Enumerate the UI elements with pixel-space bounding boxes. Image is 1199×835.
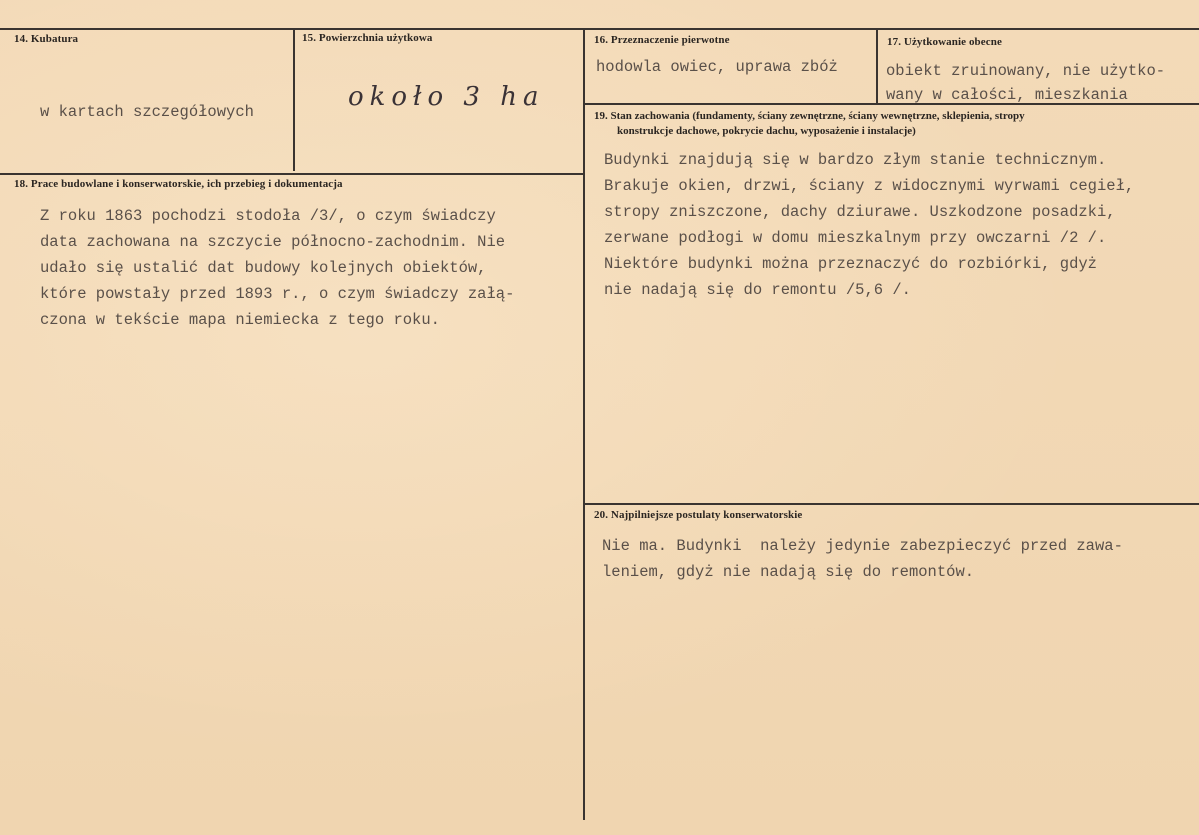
field-17-line-2: wany w całości, mieszkania <box>886 86 1128 104</box>
field-19-label-line-1: 19. Stan zachowania (fundamenty, ściany zewnętrzne, ściany wewnętrzne, sklepienia, stropy <box>594 110 1025 122</box>
field-18-line-2: data zachowana na szczycie północno-zachodnim. Nie <box>40 233 506 251</box>
field-19-label-line-2: konstrukcje dachowe, pokrycie dachu, wyposażenie i instalacje) <box>617 125 916 137</box>
field-19-line-3: stropy zniszczone, dachy dziurawe. Uszkodzone posadzki, <box>604 203 1116 221</box>
field-19-line-2: Brakuje okien, drzwi, ściany z widocznymi wyrwami cegieł, <box>604 177 1135 195</box>
divider-row-18 <box>0 173 585 175</box>
field-18-line-1: Z roku 1863 pochodzi stodoła /3/, o czym świadczy <box>40 207 496 225</box>
field-20-label: 20. Najpilniejsze postulaty konserwatorskie <box>594 509 803 521</box>
field-16-label: 16. Przeznaczenie pierwotne <box>594 34 730 46</box>
field-16-value: hodowla owiec, uprawa zbóż <box>596 58 838 76</box>
divider-row-20 <box>585 503 1199 505</box>
field-18-label: 18. Prace budowlane i konserwatorskie, ich przebieg i dokumentacja <box>14 178 343 190</box>
field-15-handwritten-value: około 3 ha <box>348 82 545 112</box>
divider-14-15 <box>293 28 295 171</box>
field-20-line-1: Nie ma. Budynki należy jedynie zabezpieczyć przed zawa- <box>602 537 1123 555</box>
field-19-line-6: nie nadają się do remontu /5,6 /. <box>604 281 911 299</box>
divider-16-17 <box>876 30 878 103</box>
field-18-line-4: które powstały przed 1893 r., o czym świadczy załą- <box>40 285 515 303</box>
field-14-value: w kartach szczegółowych <box>40 103 254 121</box>
field-20-line-2: leniem, gdyż nie nadają się do remontów. <box>602 563 975 581</box>
field-14-label: 14. Kubatura <box>14 33 79 45</box>
field-17-line-1: obiekt zruinowany, nie użytko- <box>886 62 1166 80</box>
field-18-line-3: udało się ustalić dat budowy kolejnych obiektów, <box>40 259 487 277</box>
main-vertical-divider <box>583 28 585 820</box>
field-18-line-5: czona w tekście mapa niemiecka z tego roku. <box>40 311 440 329</box>
field-19-line-1: Budynki znajdują się w bardzo złym stanie technicznym. <box>604 151 1107 169</box>
field-19-line-5: Niektóre budynki można przeznaczyć do rozbiórki, gdyż <box>604 255 1097 273</box>
field-15-label: 15. Powierzchnia użytkowa <box>302 32 433 44</box>
field-19-label <box>594 109 1194 139</box>
field-17-label: 17. Użytkowanie obecne <box>887 36 1002 48</box>
field-19-line-4: zerwane podłogi w domu mieszkalnym przy owczarni /2 /. <box>604 229 1107 247</box>
top-border <box>0 28 1199 30</box>
